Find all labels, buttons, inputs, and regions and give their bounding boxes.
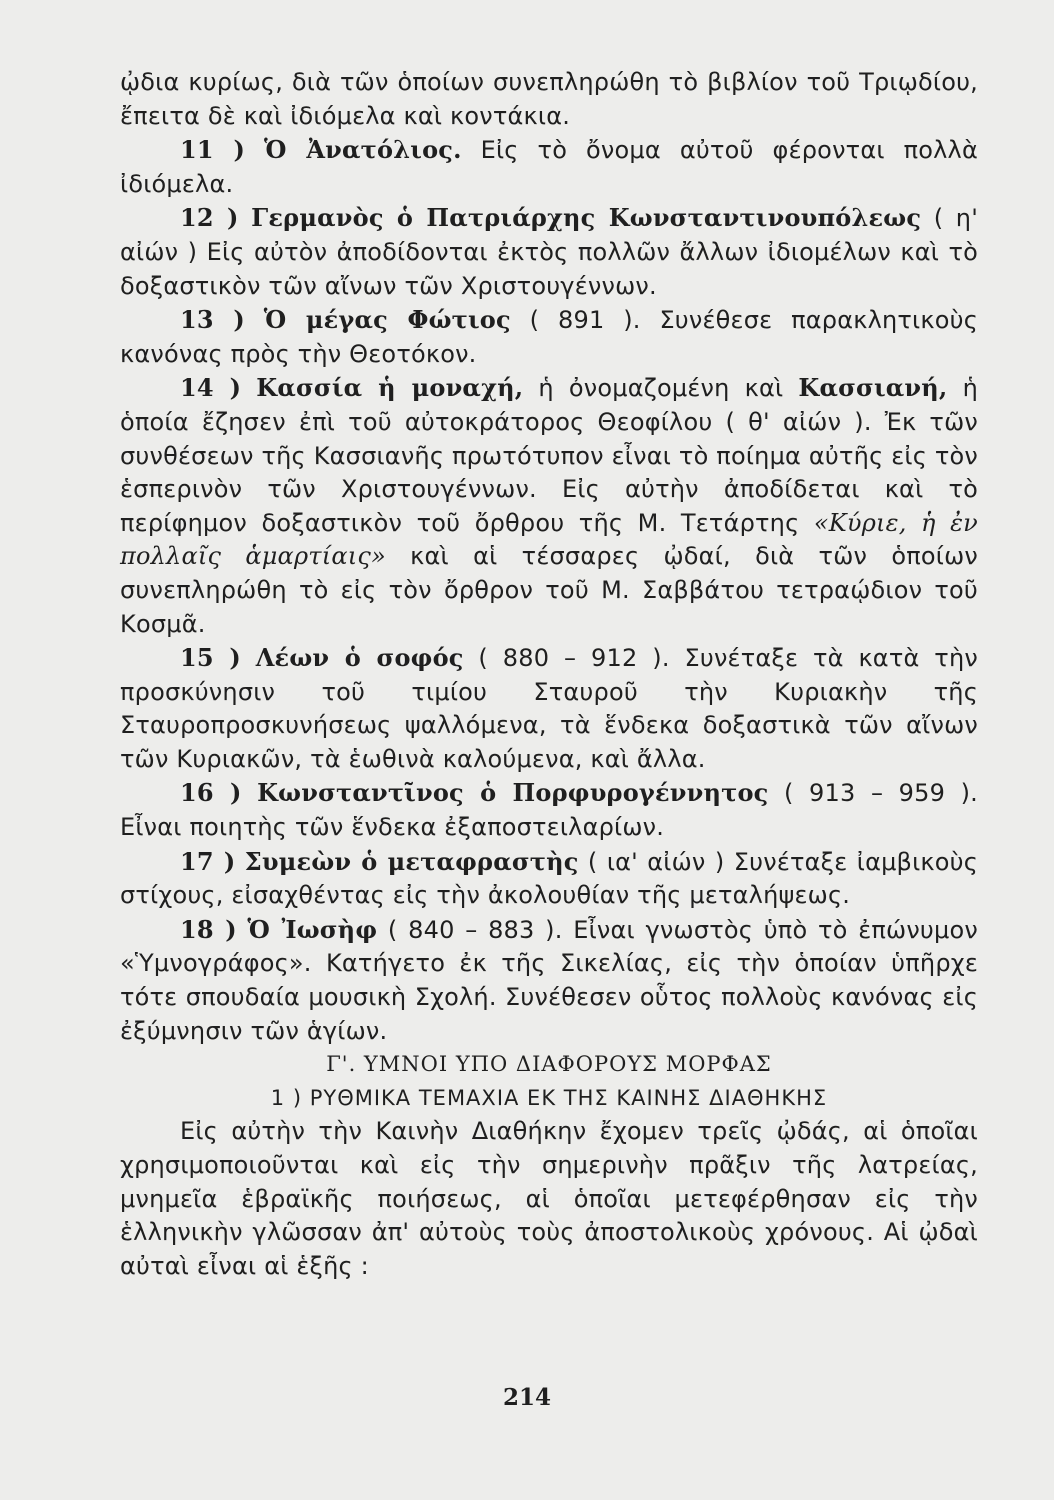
entry-number: 16 )	[180, 778, 242, 808]
entry-text: ἡ ὁποία ἔζησεν ἐπὶ τοῦ αὐτοκράτορος Θεοφίλου ( θ' αἰών ). Ἐκ τῶν συνθέσεων τῆς Κασσιανῆς πρωτότυπον εἶναι τὸ ποίημα αὐτῆς εἰς τὸν ἑσπερινὸν τῶν Χριστουγέννων. Εἰς αὐτὴν ἀποδίδεται καὶ τὸ περίφημον δοξαστικὸν τοῦ ὄρθρου τῆς Μ. Τετάρτης	[120, 374, 978, 537]
section-heading: Γ'. ΥΜΝΟΙ ΥΠΟ ΔΙΑΦΟΡΟΥΣ ΜΟΡΦΑΣ	[326, 1052, 772, 1077]
entry-number: 18 )	[180, 914, 237, 944]
entry-text: καὶ αἱ τέσσαρες ᾠδαί, διὰ τῶν ὁποίων συνεπληρώθη τὸ εἰς τὸν ὄρθρον τοῦ Μ. Σαββάτου τετραῴδιον τοῦ Κοσμᾶ.	[120, 542, 978, 638]
entry-text: ( η' αἰών ) Εἰς αὐτὸν ἀποδίδονται ἐκτὸς πολλῶν ἄλλων ἰδιομέλων καὶ τὸ δοξαστικὸν τῶν αἴνων τῶν Χριστουγέννων.	[120, 204, 978, 300]
body-text	[120, 66, 978, 1283]
hymn-quote: «Κύριε, ἡ ἐν πολλαῖς ἁμαρτίαις»	[120, 508, 978, 571]
entry-18	[120, 913, 978, 1048]
final-paragraph: Εἰς αὐτὴν τὴν Καινὴν Διαθήκην ἔχομεν τρεῖς ᾠδάς, αἱ ὁποῖαι χρησιμοποιοῦνται καὶ εἰς τὴν σημερινὴν πρᾶξιν τῆς λατρείας, μνημεῖα ἑβραϊκῆς ποιήσεως, αἱ ὁποῖαι μετεφέρθησαν εἰς τὴν ἑλληνικὴν γλῶσσαν ἀπ' αὐτοὺς τοὺς ἀποστολικοὺς χρόνους. Αἱ ᾠδαὶ αὐταὶ εἶναι αἱ ἑξῆς :	[120, 1117, 978, 1280]
entry-15	[120, 641, 978, 776]
entry-name: Κασσία ἡ μοναχή,	[256, 373, 524, 403]
entry-name: Συμεὼν ὁ μεταφραστὴς	[244, 846, 579, 876]
entry-number: 14 )	[180, 373, 242, 403]
entry-number: 13 )	[180, 305, 245, 335]
entry-17	[120, 845, 978, 913]
entry-text: ἡ ὀνομαζομένη καὶ	[523, 374, 799, 403]
entry-text: ( 840 – 883 ). Εἶναι γνωστὸς ὑπὸ τὸ ἐπώνυμον «Ὑμνογράφος». Κατήγετο ἐκ τῆς Σικελίας, εἰς τὴν ὁποίαν ὑπῆρχε τότε σπουδαία μουσικὴ Σχολή. Συνέθεσεν οὗτος πολλοὺς κανόνας εἰς ἐξύμνησιν τῶν ἁγίων.	[120, 915, 978, 1045]
entry-name: Ὁ μέγας Φώτιος	[263, 305, 511, 335]
entry-number: 12 )	[180, 203, 239, 233]
page-number: 214	[502, 1384, 551, 1411]
entry-name: Ὁ Ἀνατόλιος.	[264, 135, 462, 165]
entry-text: ( ια' αἰών ) Συνέταξε ἰαμβικοὺς στίχους, εἰσαχθέντας εἰς τὴν ἀκολουθίαν τῆς μεταλήψεως.	[120, 847, 978, 910]
entry-number: 11 )	[180, 135, 246, 165]
entry-name: Λέων ὁ σοφός	[255, 643, 464, 673]
entry-alt-name: Κασσιανή,	[798, 373, 948, 403]
intro-paragraph: ᾠδια κυρίως, διὰ τῶν ὁποίων συνεπληρώθη τὸ βιβλίον τοῦ Τριῳδίου, ἔπειτα δὲ καὶ ἰδιόμελα καὶ κοντάκια.	[120, 68, 978, 130]
entry-text: ( 891 ). Συνέθεσε παρακλητικοὺς κανόνας πρὸς τὴν Θεοτόκον.	[120, 306, 978, 368]
entry-13	[120, 303, 978, 371]
entry-14	[120, 371, 978, 641]
entry-12	[120, 201, 978, 303]
entry-16	[120, 776, 978, 844]
entry-text: Εἰς τὸ ὄνομα αὐτοῦ φέρονται πολλὰ ἰδιόμελα.	[120, 136, 978, 198]
entry-11	[120, 133, 978, 201]
entry-name: Ὁ Ἰωσὴφ	[247, 914, 378, 944]
subsection-heading: 1 ) ΡΥΘΜΙΚΑ ΤΕΜΑΧΙΑ ΕΚ ΤΗΣ ΚΑΙΝΗΣ ΔΙΑΘΗΚΗΣ	[270, 1085, 828, 1110]
entry-name: Κωνσταντῖνος ὁ Πορφυρογέννητος	[257, 778, 769, 808]
entry-text: ( 913 – 959 ). Εἶναι ποιητὴς τῶν ἕνδεκα ἐξαποστειλαρίων.	[120, 779, 978, 842]
entry-name: Γερμανὸς ὁ Πατριάρχης Κωνσταντινουπόλεως	[251, 203, 922, 233]
entry-text: ( 880 – 912 ). Συνέταξε τὰ κατὰ τὴν προσκύνησιν τοῦ τιμίου Σταυροῦ τὴν Κυριακὴν τῆς Σταυροπροσκυνήσεως ψαλλόμενα, τὰ ἕνδεκα δοξαστικὰ τῶν αἴνων τῶν Κυριακῶν, τὰ ἑωθινὰ καλούμενα, καὶ ἄλλα.	[120, 644, 978, 773]
entry-number: 17 )	[180, 846, 236, 876]
entry-number: 15 )	[180, 643, 241, 673]
